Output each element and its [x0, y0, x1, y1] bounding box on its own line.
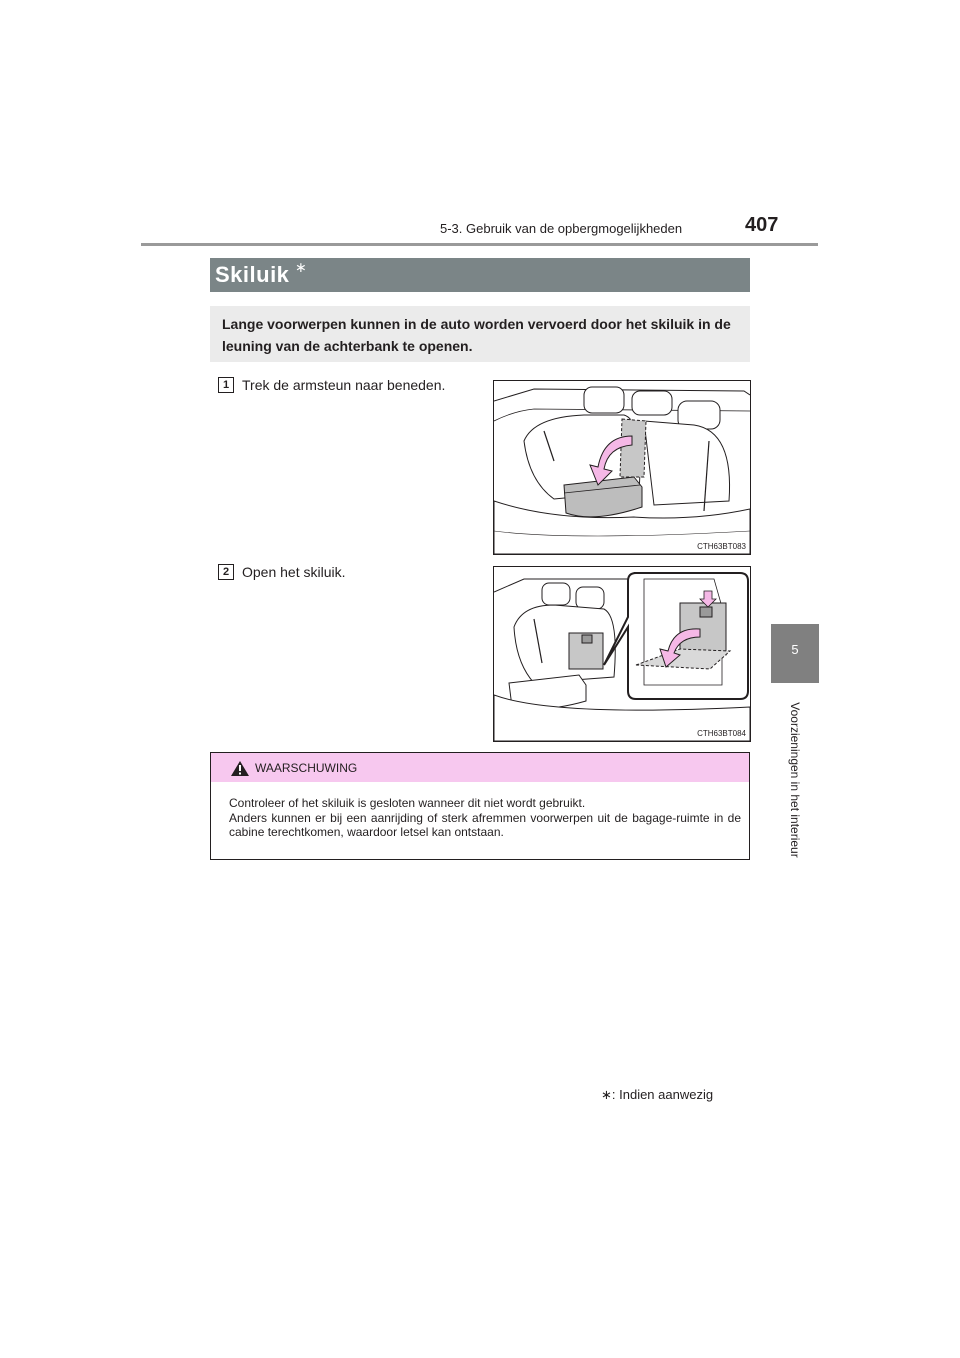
intro-text: Lange voorwerpen kunnen in de auto worden vervoerd door het skiluik in de leuning van de achterbank te openen. — [210, 306, 750, 362]
chapter-title: Voorzieningen in het interieur — [788, 702, 802, 858]
warning-icon — [230, 760, 250, 777]
footnote: ∗: Indien aanwezig — [601, 1087, 714, 1102]
chapter-number: 5 — [791, 642, 799, 657]
warning-box — [210, 752, 750, 860]
optional-marker: ∗ — [295, 259, 307, 275]
figure-armrest — [493, 380, 751, 555]
step-1-text: Trek de armsteun naar beneden. — [242, 377, 446, 393]
chapter-tab — [771, 624, 819, 683]
warning-title: WAARSCHUWING — [255, 761, 358, 775]
section-title: 5-3. Gebruik van de opbergmogelijkheden — [440, 221, 683, 236]
figure-code: CTH63BT083 — [697, 542, 746, 551]
page-title: Skiluik — [215, 262, 290, 287]
page-number: 407 — [745, 214, 779, 236]
step-2-text: Open het skiluik. — [242, 564, 346, 580]
armrest-illustration — [494, 381, 750, 554]
ski-hatch-illustration — [494, 567, 750, 741]
warning-text — [229, 796, 741, 840]
warning-header — [211, 753, 749, 782]
step-2-number: 2 — [218, 564, 234, 580]
figure-ski-hatch — [493, 566, 751, 742]
figure-code: CTH63BT084 — [697, 729, 746, 738]
title-bar — [210, 258, 750, 292]
step-1-number: 1 — [218, 377, 234, 393]
warning-line: Controleer of het skiluik is gesloten wanneer dit niet wordt gebruikt. — [229, 796, 586, 810]
warning-line: Anders kunnen er bij een aanrijding of sterk afremmen voorwerpen uit de bagage-ruimte in de cabine terechtkomen, waardoor letsel kan ontstaan. — [229, 810, 741, 839]
header-rule — [141, 243, 818, 246]
